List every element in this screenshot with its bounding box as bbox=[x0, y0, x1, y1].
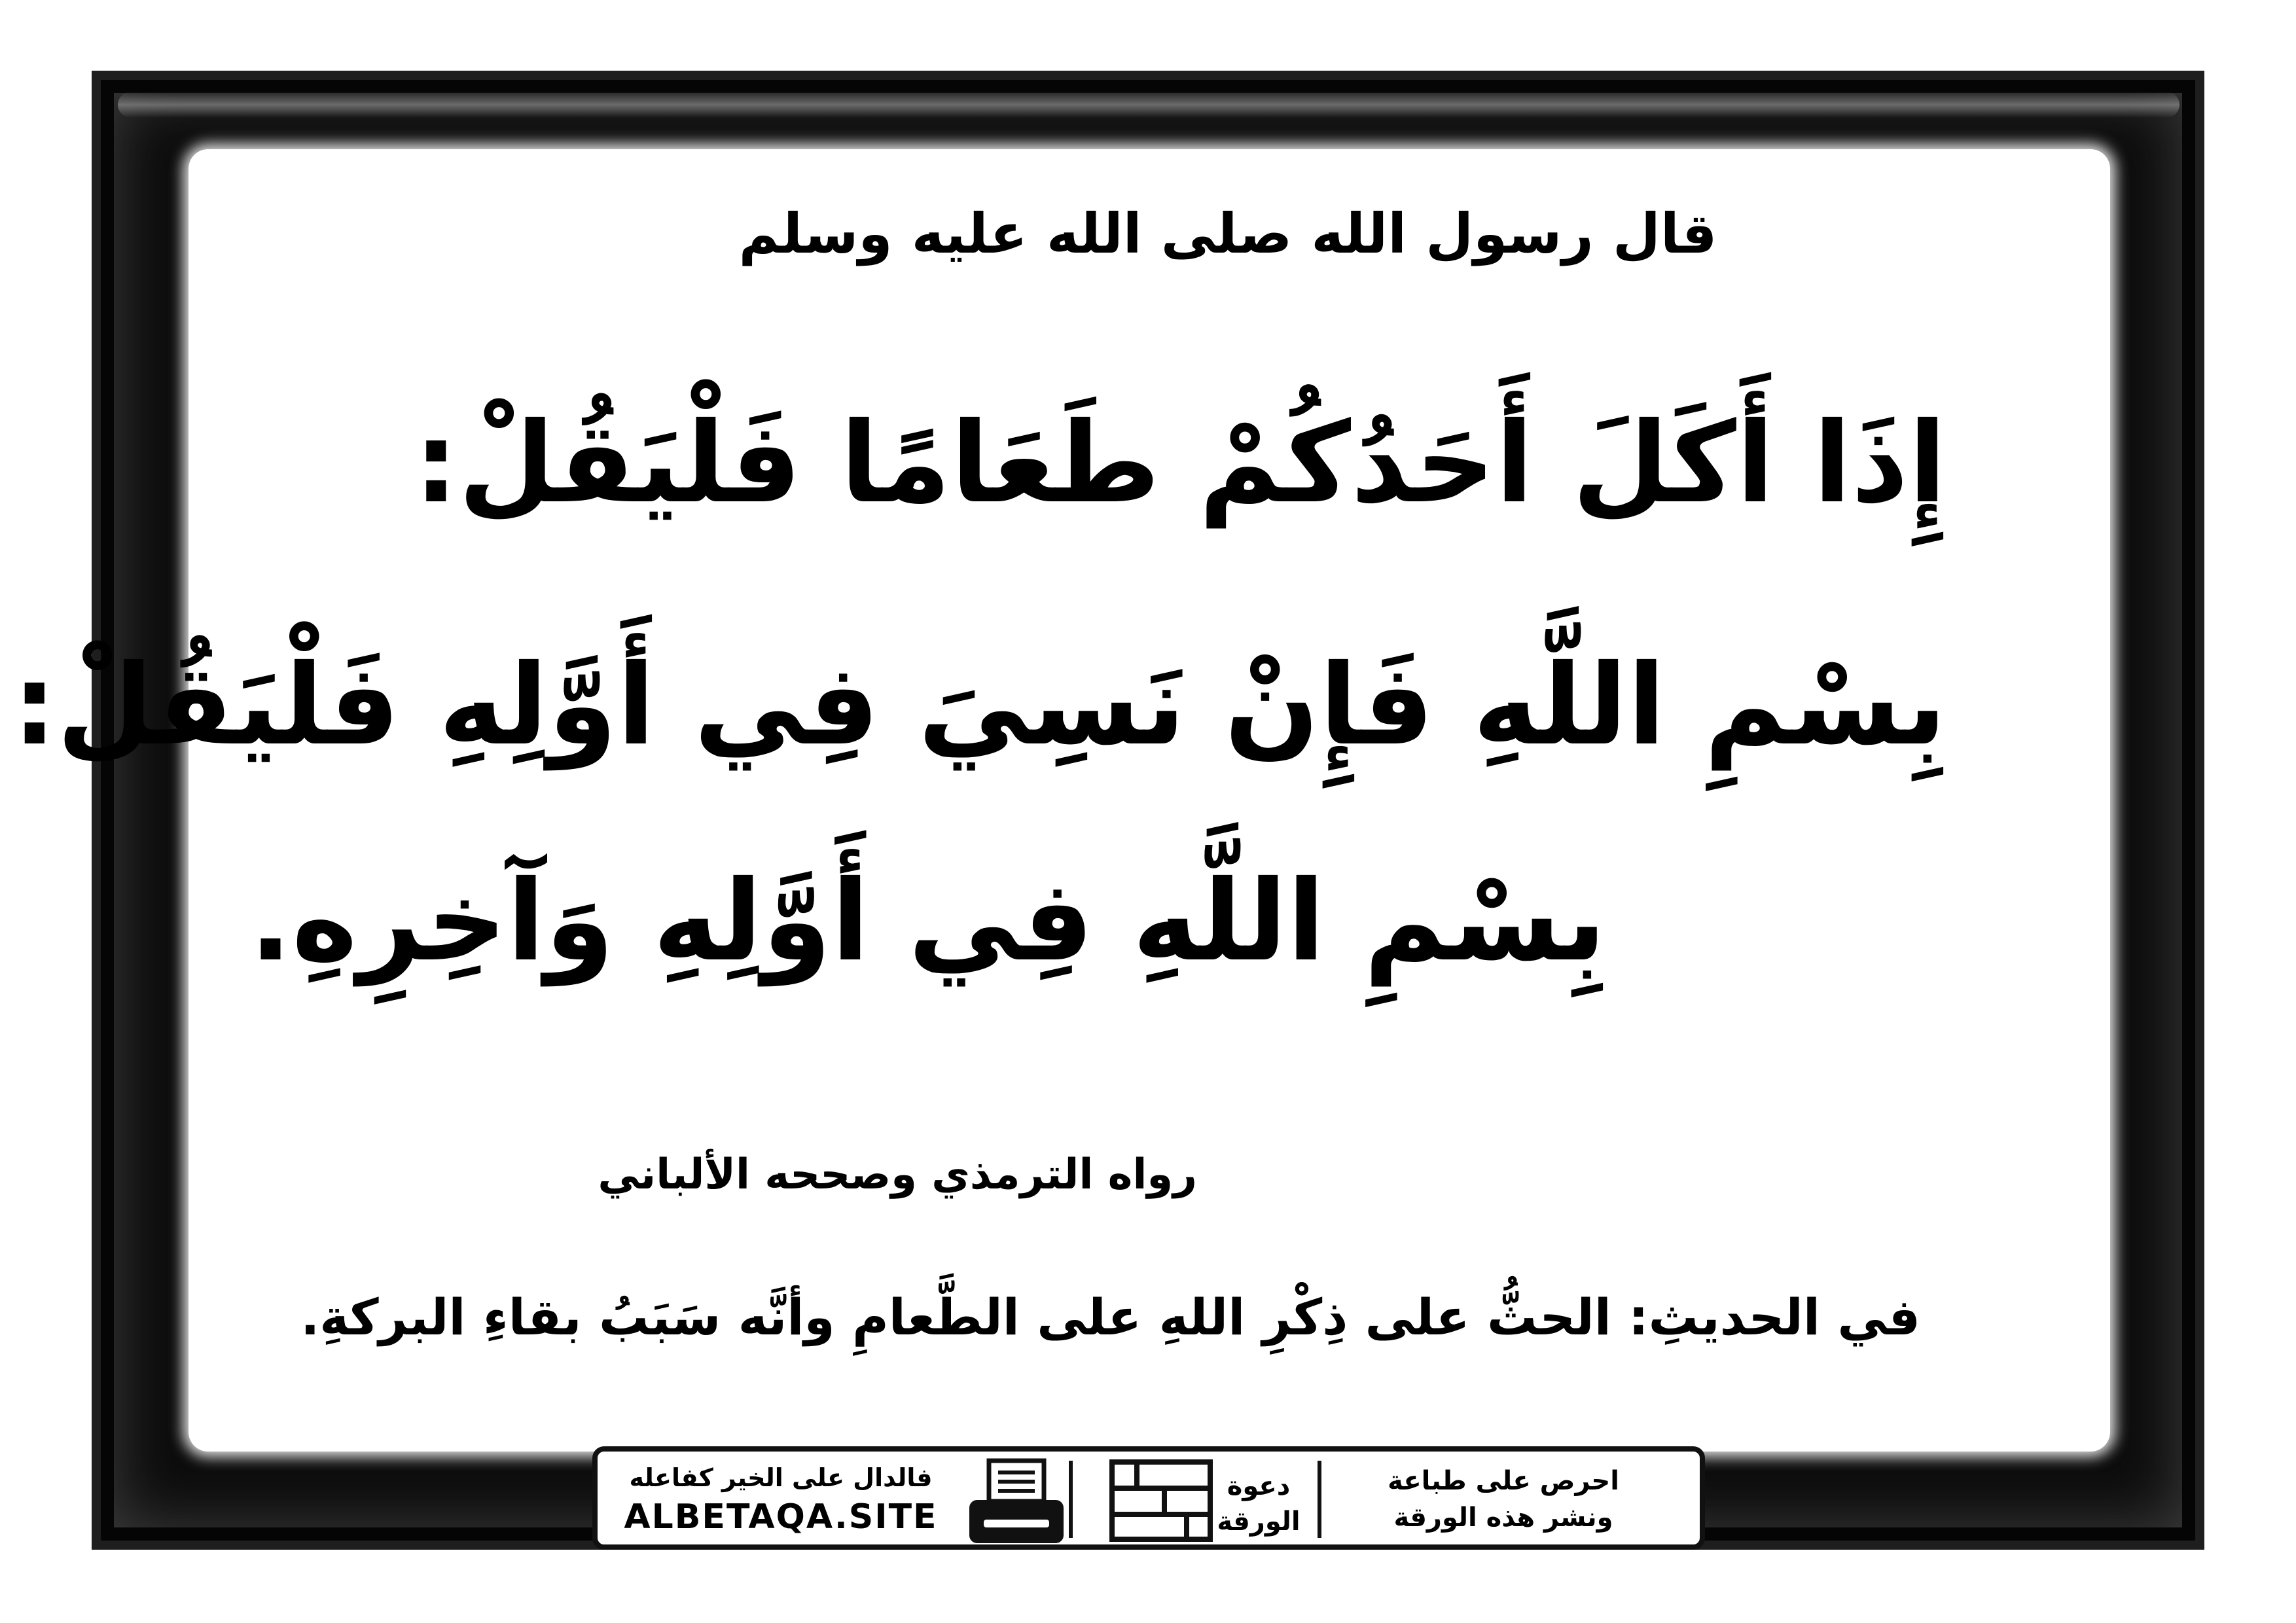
hadith-line-1: إِذَا أَكَلَ أَحَدُكُمْ طَعَامًا فَلْيَقُلْ: bbox=[414, 399, 1946, 528]
footer-divider bbox=[1069, 1461, 1073, 1538]
hadith-line-3: بِسْمِ اللَّهِ فِي أَوَّلِهِ وَآخِرِهِ. bbox=[249, 857, 1606, 986]
printer-icon bbox=[964, 1457, 1069, 1548]
hadith-benefit: في الحديثِ: الحثُّ على ذِكْرِ اللهِ على الطَّعامِ وأنَّه سَبَبُ بقاءِ البركةِ. bbox=[300, 1288, 1920, 1346]
hadith-line-2: بِسْمِ اللَّهِ فَإِنْ نَسِيَ فِي أَوَّلِهِ فَلْيَقُلْ: bbox=[12, 641, 1946, 770]
content-panel bbox=[12, 149, 2110, 1452]
footer-note-line-1: احرص على طباعة bbox=[1388, 1466, 1619, 1496]
logo-mark bbox=[1102, 1457, 1304, 1544]
footer-slogan: فالدال على الخير كفاعله bbox=[629, 1463, 933, 1492]
logo-text-bottom: الورقة bbox=[1217, 1507, 1300, 1537]
hadith-source: رواه الترمذي وصححه الألباني bbox=[598, 1150, 1197, 1199]
footer-divider bbox=[1318, 1461, 1321, 1538]
header-title: قال رسول الله صلى الله عليه وسلم bbox=[738, 202, 1717, 266]
footer-note-line-2: ونشر هذه الورقة bbox=[1393, 1503, 1613, 1533]
frame-highlight bbox=[118, 92, 2179, 118]
footer-bar bbox=[592, 1446, 1705, 1550]
footer-site: ALBETAQA.SITE bbox=[624, 1497, 938, 1537]
logo-text-top: دعوة bbox=[1227, 1471, 1291, 1501]
